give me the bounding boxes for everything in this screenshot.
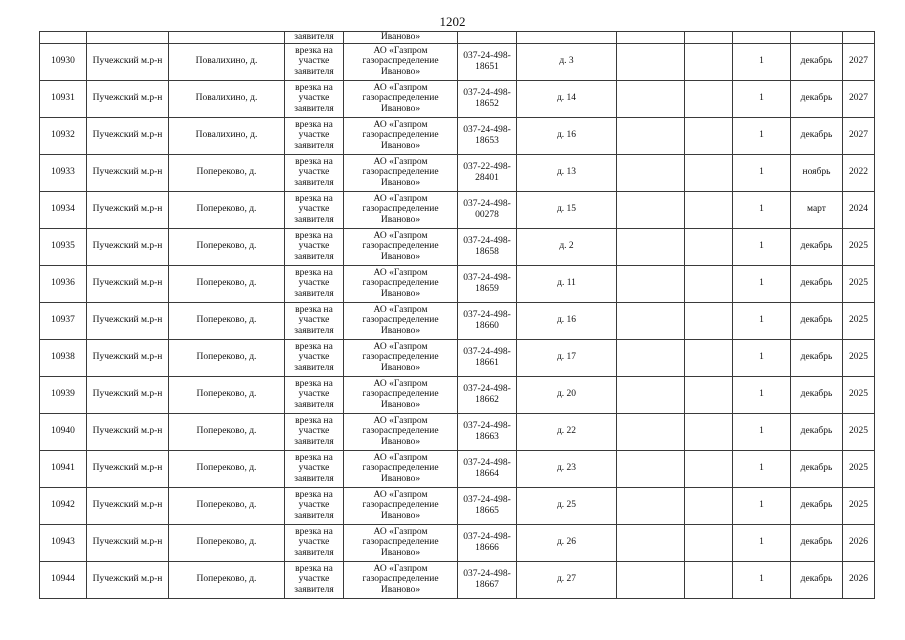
empty-cell: [685, 117, 733, 154]
district-cell: Пучежский м.р-н: [87, 524, 169, 561]
row-number-cell: 10944: [40, 561, 87, 598]
empty-cell: [617, 228, 685, 265]
table-row: [40, 43, 875, 80]
place-cell: Поперeково, д.: [169, 154, 285, 191]
district-cell: Пучежский м.р-н: [87, 413, 169, 450]
organization-cell: АО «Газпром газораспределение Иваново»: [344, 376, 458, 413]
house-cell: д. 11: [517, 265, 617, 302]
district-cell: Пучежский м.р-н: [87, 339, 169, 376]
empty-cell: [617, 302, 685, 339]
year-cell: 2027: [843, 80, 875, 117]
row-number-cell: 10936: [40, 265, 87, 302]
place-cell: Повалихино, д.: [169, 43, 285, 80]
place-cell: Поперeково, д.: [169, 561, 285, 598]
organization-cell: АО «Газпром газораспределение Иваново»: [344, 339, 458, 376]
year-cell: 2022: [843, 154, 875, 191]
place-cell: Поперeково, д.: [169, 413, 285, 450]
house-cell: д. 13: [517, 154, 617, 191]
empty-cell: [685, 413, 733, 450]
month-cell: декабрь: [791, 339, 843, 376]
empty-cell: [685, 80, 733, 117]
organization-cell: АО «Газпром газораспределение Иваново»: [344, 561, 458, 598]
organization-cell: АО «Газпром газораспределение Иваново»: [344, 450, 458, 487]
district-cell: Пучежский м.р-н: [87, 450, 169, 487]
empty-cell: [685, 524, 733, 561]
month-cell: декабрь: [791, 450, 843, 487]
empty-cell: [617, 191, 685, 228]
district-cell: Пучежский м.р-н: [87, 376, 169, 413]
house-cell: д. 20: [517, 376, 617, 413]
year-cell: 2025: [843, 413, 875, 450]
empty-cell: [617, 80, 685, 117]
empty-cell: [685, 339, 733, 376]
empty-cell: [685, 450, 733, 487]
empty-cell: [617, 154, 685, 191]
work-type-cell: врезка на участке заявителя: [285, 80, 344, 117]
year-cell: 2025: [843, 265, 875, 302]
row-number-cell: 10942: [40, 487, 87, 524]
organization-cell: АО «Газпром газораспределение Иваново»: [344, 117, 458, 154]
house-cell: д. 25: [517, 487, 617, 524]
continuation-work: заявителя: [285, 32, 344, 44]
row-number-cell: 10939: [40, 376, 87, 413]
district-cell: Пучежский м.р-н: [87, 561, 169, 598]
year-cell: 2024: [843, 191, 875, 228]
row-number-cell: 10940: [40, 413, 87, 450]
work-type-cell: врезка на участке заявителя: [285, 154, 344, 191]
empty-cell: [617, 487, 685, 524]
work-type-cell: врезка на участке заявителя: [285, 487, 344, 524]
work-type-cell: врезка на участке заявителя: [285, 302, 344, 339]
month-cell: декабрь: [791, 43, 843, 80]
empty-cell: [617, 413, 685, 450]
quantity-cell: 1: [733, 487, 791, 524]
month-cell: декабрь: [791, 265, 843, 302]
organization-cell: АО «Газпром газораспределение Иваново»: [344, 302, 458, 339]
house-cell: д. 15: [517, 191, 617, 228]
table-row: [40, 80, 875, 117]
month-cell: март: [791, 191, 843, 228]
house-cell: д. 14: [517, 80, 617, 117]
work-type-cell: врезка на участке заявителя: [285, 43, 344, 80]
month-cell: декабрь: [791, 561, 843, 598]
work-type-cell: врезка на участке заявителя: [285, 191, 344, 228]
organization-cell: АО «Газпром газораспределение Иваново»: [344, 524, 458, 561]
continuation-row: [40, 32, 875, 44]
quantity-cell: 1: [733, 561, 791, 598]
continuation-org: Иваново»: [344, 32, 458, 44]
quantity-cell: 1: [733, 154, 791, 191]
work-type-cell: врезка на участке заявителя: [285, 450, 344, 487]
table-row: [40, 339, 875, 376]
row-number-cell: 10934: [40, 191, 87, 228]
district-cell: Пучежский м.р-н: [87, 228, 169, 265]
row-number-cell: 10931: [40, 80, 87, 117]
place-cell: Поперeково, д.: [169, 487, 285, 524]
empty-cell: [685, 265, 733, 302]
year-cell: 2025: [843, 302, 875, 339]
table-row: [40, 228, 875, 265]
empty-cell: [617, 265, 685, 302]
month-cell: декабрь: [791, 117, 843, 154]
empty-cell: [685, 487, 733, 524]
district-cell: Пучежский м.р-н: [87, 154, 169, 191]
house-cell: д. 26: [517, 524, 617, 561]
empty-cell: [617, 117, 685, 154]
organization-cell: АО «Газпром газораспределение Иваново»: [344, 413, 458, 450]
quantity-cell: 1: [733, 413, 791, 450]
quantity-cell: 1: [733, 339, 791, 376]
quantity-cell: 1: [733, 117, 791, 154]
place-cell: Повалихино, д.: [169, 80, 285, 117]
district-cell: Пучежский м.р-н: [87, 487, 169, 524]
work-type-cell: врезка на участке заявителя: [285, 413, 344, 450]
quantity-cell: 1: [733, 191, 791, 228]
row-number-cell: 10930: [40, 43, 87, 80]
table-row: [40, 487, 875, 524]
empty-cell: [617, 561, 685, 598]
registry-table: [39, 31, 875, 599]
place-cell: Поперeково, д.: [169, 265, 285, 302]
table-row: [40, 413, 875, 450]
work-type-cell: врезка на участке заявителя: [285, 339, 344, 376]
empty-cell: [685, 228, 733, 265]
quantity-cell: 1: [733, 228, 791, 265]
month-cell: декабрь: [791, 376, 843, 413]
district-cell: Пучежский м.р-н: [87, 191, 169, 228]
code-cell: 037-24-498-00278: [458, 191, 517, 228]
year-cell: 2025: [843, 339, 875, 376]
year-cell: 2025: [843, 228, 875, 265]
month-cell: декабрь: [791, 228, 843, 265]
page-number: 1202: [439, 14, 466, 29]
organization-cell: АО «Газпром газораспределение Иваново»: [344, 43, 458, 80]
year-cell: 2025: [843, 450, 875, 487]
work-type-cell: врезка на участке заявителя: [285, 265, 344, 302]
empty-cell: [685, 43, 733, 80]
year-cell: 2026: [843, 561, 875, 598]
house-cell: д. 17: [517, 339, 617, 376]
code-cell: 037-24-498-18652: [458, 80, 517, 117]
quantity-cell: 1: [733, 302, 791, 339]
empty-cell: [685, 191, 733, 228]
empty-cell: [617, 43, 685, 80]
month-cell: декабрь: [791, 487, 843, 524]
place-cell: Поперeково, д.: [169, 339, 285, 376]
quantity-cell: 1: [733, 80, 791, 117]
quantity-cell: 1: [733, 450, 791, 487]
table-row: [40, 117, 875, 154]
district-cell: Пучежский м.р-н: [87, 265, 169, 302]
district-cell: Пучежский м.р-н: [87, 117, 169, 154]
organization-cell: АО «Газпром газораспределение Иваново»: [344, 487, 458, 524]
place-cell: Поперeково, д.: [169, 524, 285, 561]
table-row: [40, 302, 875, 339]
code-cell: 037-24-498-18662: [458, 376, 517, 413]
table-row: [40, 154, 875, 191]
month-cell: декабрь: [791, 413, 843, 450]
organization-cell: АО «Газпром газораспределение Иваново»: [344, 228, 458, 265]
row-number-cell: 10935: [40, 228, 87, 265]
year-cell: 2027: [843, 117, 875, 154]
empty-cell: [617, 376, 685, 413]
empty-cell: [617, 524, 685, 561]
table-row: [40, 524, 875, 561]
organization-cell: АО «Газпром газораспределение Иваново»: [344, 191, 458, 228]
place-cell: Поперeково, д.: [169, 376, 285, 413]
year-cell: 2025: [843, 487, 875, 524]
district-cell: Пучежский м.р-н: [87, 80, 169, 117]
empty-cell: [685, 302, 733, 339]
organization-cell: АО «Газпром газораспределение Иваново»: [344, 80, 458, 117]
code-cell: 037-24-498-18659: [458, 265, 517, 302]
code-cell: 037-24-498-18664: [458, 450, 517, 487]
code-cell: 037-24-498-18658: [458, 228, 517, 265]
empty-cell: [685, 154, 733, 191]
place-cell: Поперeково, д.: [169, 228, 285, 265]
work-type-cell: врезка на участке заявителя: [285, 228, 344, 265]
work-type-cell: врезка на участке заявителя: [285, 117, 344, 154]
house-cell: д. 22: [517, 413, 617, 450]
house-cell: д. 16: [517, 302, 617, 339]
house-cell: д. 3: [517, 43, 617, 80]
table-row: [40, 561, 875, 598]
empty-cell: [685, 561, 733, 598]
empty-cell: [685, 376, 733, 413]
house-cell: д. 16: [517, 117, 617, 154]
table-row: [40, 450, 875, 487]
year-cell: 2026: [843, 524, 875, 561]
house-cell: д. 27: [517, 561, 617, 598]
year-cell: 2025: [843, 376, 875, 413]
place-cell: Повалихино, д.: [169, 117, 285, 154]
work-type-cell: врезка на участке заявителя: [285, 376, 344, 413]
quantity-cell: 1: [733, 43, 791, 80]
code-cell: 037-24-498-18665: [458, 487, 517, 524]
house-cell: д. 23: [517, 450, 617, 487]
row-number-cell: 10932: [40, 117, 87, 154]
code-cell: 037-22-498-28401: [458, 154, 517, 191]
row-number-cell: 10941: [40, 450, 87, 487]
place-cell: Поперeково, д.: [169, 191, 285, 228]
empty-cell: [617, 450, 685, 487]
table-row: [40, 376, 875, 413]
table-row: [40, 191, 875, 228]
work-type-cell: врезка на участке заявителя: [285, 524, 344, 561]
district-cell: Пучежский м.р-н: [87, 43, 169, 80]
organization-cell: АО «Газпром газораспределение Иваново»: [344, 265, 458, 302]
row-number-cell: 10938: [40, 339, 87, 376]
empty-cell: [617, 339, 685, 376]
month-cell: ноябрь: [791, 154, 843, 191]
organization-cell: АО «Газпром газораспределение Иваново»: [344, 154, 458, 191]
code-cell: 037-24-498-18663: [458, 413, 517, 450]
code-cell: 037-24-498-18661: [458, 339, 517, 376]
place-cell: Поперeково, д.: [169, 450, 285, 487]
house-cell: д. 2: [517, 228, 617, 265]
work-type-cell: врезка на участке заявителя: [285, 561, 344, 598]
month-cell: декабрь: [791, 80, 843, 117]
code-cell: 037-24-498-18667: [458, 561, 517, 598]
row-number-cell: 10943: [40, 524, 87, 561]
row-number-cell: 10937: [40, 302, 87, 339]
quantity-cell: 1: [733, 376, 791, 413]
month-cell: декабрь: [791, 302, 843, 339]
row-number-cell: 10933: [40, 154, 87, 191]
district-cell: Пучежский м.р-н: [87, 302, 169, 339]
place-cell: Поперeково, д.: [169, 302, 285, 339]
table-row: [40, 265, 875, 302]
code-cell: 037-24-498-18660: [458, 302, 517, 339]
month-cell: декабрь: [791, 524, 843, 561]
quantity-cell: 1: [733, 524, 791, 561]
code-cell: 037-24-498-18651: [458, 43, 517, 80]
quantity-cell: 1: [733, 265, 791, 302]
code-cell: 037-24-498-18666: [458, 524, 517, 561]
year-cell: 2027: [843, 43, 875, 80]
code-cell: 037-24-498-18653: [458, 117, 517, 154]
